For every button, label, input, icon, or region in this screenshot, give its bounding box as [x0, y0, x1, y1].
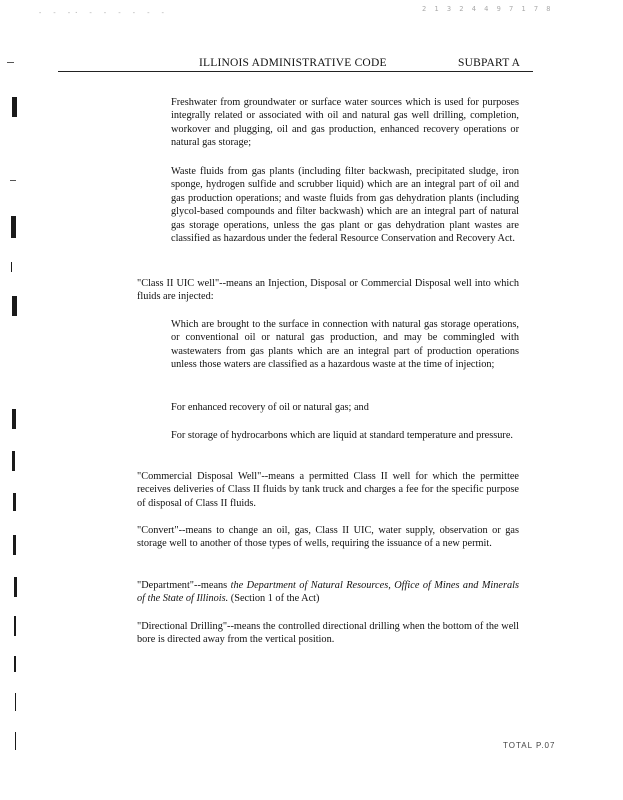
binding-mark [11, 216, 16, 238]
department-italic: the Department of Natural Resources, Office of Mines and Minerals of the State of Illinois. [137, 580, 519, 605]
binding-mark [12, 296, 17, 316]
binding-mark [14, 577, 17, 597]
running-header-title: ILLINOIS ADMINISTRATIVE CODE [199, 57, 387, 69]
definition-commercial-disposal-well: "Commercial Disposal Well"--means a permitted Class II well for which the permittee receives deliveries of Class II fluids by tank truck and charges a fee for the specific purpose of disposal of Class II fluids. [137, 471, 519, 509]
margin-artifact [7, 62, 14, 63]
fax-header-right: 2 1 3 2 4 4 9 7 1 7 8 [422, 5, 553, 13]
department-suffix: (Section 1 of the Act) [228, 593, 320, 605]
binding-mark [15, 732, 16, 750]
paragraph-storage-hydrocarbons: For storage of hydrocarbons which are liquid at standard temperature and pressure. [171, 430, 513, 441]
binding-mark [13, 493, 16, 511]
binding-mark [15, 693, 16, 711]
definition-convert: "Convert"--means to change an oil, gas, Class II UIC, water supply, observation or gas storage well to another of those types of wells, requiring the issuance of a new permit. [137, 525, 519, 550]
binding-mark [12, 409, 16, 429]
definition-directional-drilling: "Directional Drilling"--means the controlled directional drilling when the bottom of the well bore is directed away from the vertical position. [137, 621, 519, 646]
binding-mark [14, 616, 16, 636]
running-header-subpart: SUBPART A [458, 57, 521, 69]
definition-department [137, 579, 519, 606]
binding-mark [12, 451, 15, 471]
binding-mark [13, 535, 16, 555]
department-prefix: "Department"--means [137, 580, 231, 591]
paragraph-freshwater: Freshwater from groundwater or surface water sources which is used for purposes integrally related or associated with oil and natural gas well drilling, completion, workover and plugging, oil and gas production, enhanced recovery operations or natural gas storage; [171, 97, 519, 149]
binding-mark [14, 656, 16, 672]
footer-total-pages: TOTAL P.07 [503, 741, 556, 750]
paragraph-enhanced-recovery: For enhanced recovery of oil or natural gas; and [171, 402, 369, 413]
fax-header-left: - - -· - - - - - - [38, 9, 168, 17]
paragraph-waste-fluids: Waste fluids from gas plants (including filter backwash, precipitated sludge, iron sponge, hydrogen sulfide and scrubber liquid) which are an integral part of oil and gas production operations; and waste fluids from gas dehydration plants (including glycol-based compounds and filter backwash) which are an integral part of natural gas storage operations, unless the gas plant or gas dehydration plant wastes are classified as hazardous under the federal Resource Conservation and Recovery Act. [171, 166, 519, 245]
binding-mark [12, 97, 17, 117]
header-rule [58, 71, 533, 72]
margin-artifact [11, 262, 12, 272]
definition-class-ii-uic-well: "Class II UIC well"--means an Injection, Disposal or Commercial Disposal well into which fluids are injected: [137, 278, 519, 303]
margin-artifact [10, 180, 16, 181]
paragraph-brought-to-surface: Which are brought to the surface in connection with natural gas storage operations, or conventional oil or natural gas production, and may be commingled with wastewaters from gas plants which are an integral part of production operations unless those waters are classified as a hazardous waste at the time of injection; [171, 319, 519, 371]
